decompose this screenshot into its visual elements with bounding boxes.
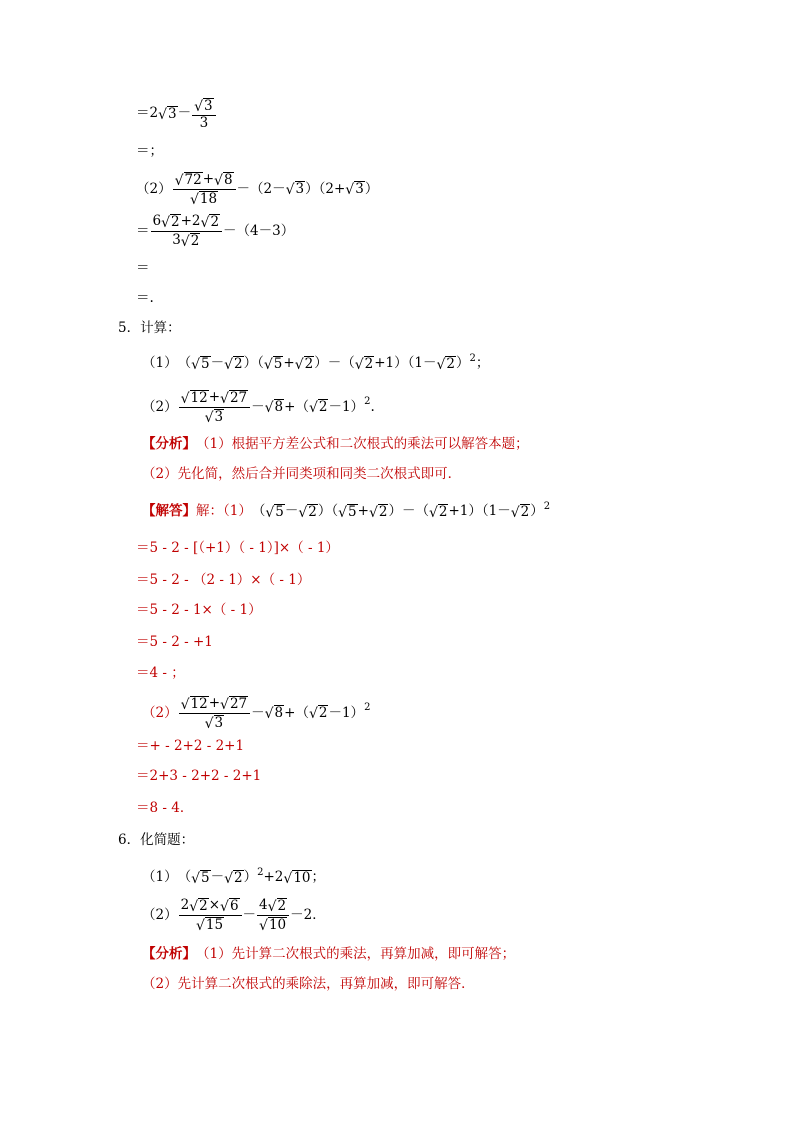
solution-step-8: ＝2+3 - 2+2 - 2+1 <box>136 768 262 784</box>
fraction: √ 12 + √ 27 √ 3 <box>179 390 251 425</box>
question-6-part-1: （1） （ √ 5 － √ 2 ） $^2$ +2 √ 10 ； <box>142 866 326 887</box>
question-6-title: 6．化简题： <box>118 832 195 848</box>
radical: √ 3 <box>158 106 177 124</box>
text: － <box>177 105 192 122</box>
solution-step-2: ＝5 - 2 - （2 - 1）×（ - 1） <box>136 572 311 588</box>
fraction: 4 √ 2 √ 10 <box>257 898 289 933</box>
solution-step-4: ＝5 - 2 - +1 <box>136 634 213 650</box>
question-5-part-2: （2） √ 12 + √ 27 √ 3 － √ 8 +（ √ 2 －1） $^2$ . <box>142 389 375 426</box>
step-line-2: ＝； <box>136 143 163 159</box>
fraction: √ 12 + √ 27 √ 3 <box>179 696 251 731</box>
solution-step-9: ＝8 - 4． <box>136 800 194 816</box>
fraction: 6 √ 2 +2 √ 2 3 √ 2 <box>151 214 223 249</box>
question-5-title: 5．计算： <box>118 320 181 336</box>
step-line-6: ＝. <box>136 290 154 306</box>
solution-step-1: ＝5 - 2 - [（+1）（ - 1）]×（ - 1） <box>136 540 339 556</box>
fraction: √ 72 + √ 8 √ 18 <box>173 172 236 207</box>
solution-step-3: ＝5 - 2 - 1×（ - 1） <box>136 602 262 618</box>
text: ＝2 <box>136 105 159 122</box>
step-line-1 <box>136 98 217 130</box>
question-5-part-1: （1） （ √ 5 － √ 2 ）（ √ 5 + √ 2 ）－（ √ 2 +1）（1－ √ 2 ） $^2$ ； <box>142 352 490 373</box>
fraction: 2 √ 2 × √ 6 √ 15 <box>179 898 242 933</box>
question-6-part-2: （2） 2 √ 2 × √ 6 √ 15 － 4 √ 2 √ 10 －2． <box>142 897 326 934</box>
analysis-5-line-2: （2）先化简，然后合并同类项和同类二次根式即可． <box>142 466 462 482</box>
solution-5-header: 【解答】 解：（1） （ √ 5 － √ 2 ）（ √ 5 + √ 2 ）－（ √ 2 +1）（1－ √ 2 ） $^2$ <box>142 500 551 521</box>
solution-step-7: ＝+ - 2+2 - 2+1 <box>136 738 245 754</box>
step-line-3: （2） √ 72 + √ 8 √ 18 －（2－ √ 3 ）（2+ √ 3 ） <box>136 171 379 208</box>
step-line-5: ＝ <box>136 260 150 276</box>
fraction: √ 3 3 <box>192 98 216 130</box>
solution-step-5: ＝4 - ； <box>136 665 185 681</box>
analysis-6-line-2: （2）先计算二次根式的乘除法，再算加减，即可解答． <box>142 976 475 992</box>
step-line-4: ＝ 6 √ 2 +2 √ 2 3 √ 2 －（4－3） <box>136 213 295 250</box>
analysis-6-line-1: 【分析】 （1）先计算二次根式的乘法，再算加减，即可解答； <box>142 946 516 962</box>
analysis-5-line-1: 【分析】 （1）根据平方差公式和二次根式的乘法可以解答本题； <box>142 436 529 452</box>
solution-step-6: （2） √ 12 + √ 27 √ 3 － √ 8 +（ √ 2 －1） $^2$ <box>142 695 371 732</box>
